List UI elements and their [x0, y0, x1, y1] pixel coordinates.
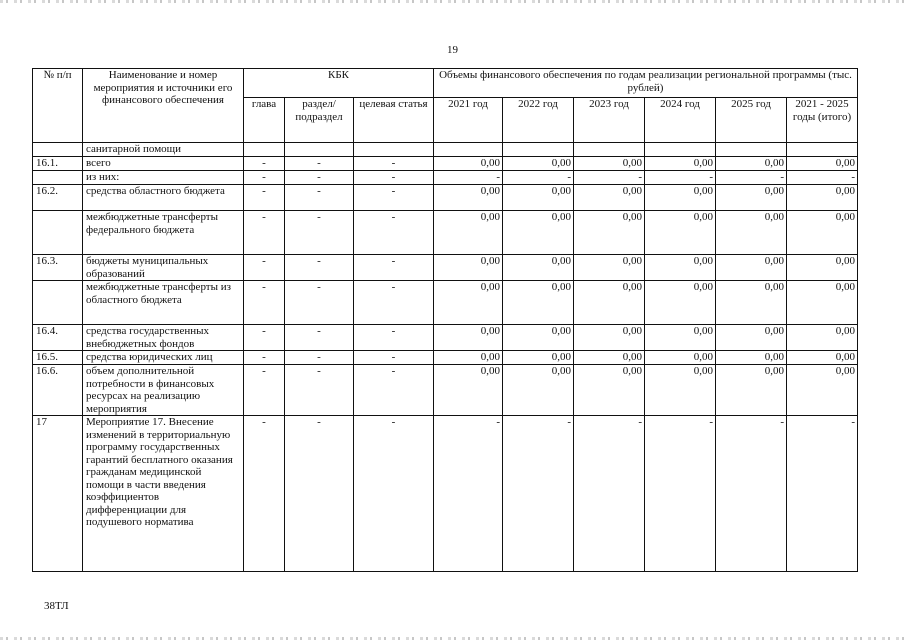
funding-table [32, 68, 858, 572]
value-cell: 0,00 [787, 255, 858, 281]
kbk-razdel-cell: - [285, 365, 354, 416]
header-volumes: Объемы финансового обеспечения по годам реализации региональной программы (тыс. рублей) [434, 69, 858, 98]
header-kbk-razdel: раздел/ подраздел [285, 98, 354, 143]
header-year-2024: 2024 год [645, 98, 716, 143]
row-number: 16.3. [33, 255, 83, 281]
value-cell: 0,00 [787, 157, 858, 171]
value-cell: 0,00 [574, 281, 645, 325]
value-cell: 0,00 [434, 281, 503, 325]
footer-code: 38ТЛ [44, 600, 69, 612]
value-cell: 0,00 [503, 325, 574, 351]
kbk-statya-cell: - [354, 365, 434, 416]
kbk-statya-cell: - [354, 185, 434, 211]
row-number: 17 [33, 416, 83, 572]
value-cell: 0,00 [434, 325, 503, 351]
row-name: межбюджетные трансферты федерального бюджета [83, 211, 244, 255]
kbk-razdel-cell: - [285, 281, 354, 325]
row-name: всего [83, 157, 244, 171]
header-year-total: 2021 - 2025 годы (итого) [787, 98, 858, 143]
continuation-text: санитарной помощи [83, 143, 244, 157]
value-cell: 0,00 [574, 157, 645, 171]
value-cell: - [574, 171, 645, 185]
table-row [33, 157, 858, 171]
value-cell: - [645, 171, 716, 185]
row-name: межбюджетные трансферты из областного бюджета [83, 281, 244, 325]
value-cell: 0,00 [716, 325, 787, 351]
kbk-statya-cell: - [354, 416, 434, 572]
value-cell: - [503, 416, 574, 572]
value-cell: - [503, 171, 574, 185]
row-name: средства юридических лиц [83, 351, 244, 365]
kbk-glava-cell: - [244, 325, 285, 351]
row-number: 16.5. [33, 351, 83, 365]
value-cell: 0,00 [787, 281, 858, 325]
value-cell: 0,00 [434, 365, 503, 416]
value-cell: 0,00 [645, 157, 716, 171]
value-cell: 0,00 [716, 281, 787, 325]
table-row [33, 171, 858, 185]
value-cell: 0,00 [574, 211, 645, 255]
row-name: средства областного бюджета [83, 185, 244, 211]
row-number: 16.1. [33, 157, 83, 171]
kbk-razdel-cell: - [285, 325, 354, 351]
value-cell: - [434, 171, 503, 185]
value-cell: 0,00 [716, 185, 787, 211]
kbk-glava-cell: - [244, 157, 285, 171]
page-number: 19 [447, 44, 458, 56]
kbk-statya-cell: - [354, 211, 434, 255]
value-cell: 0,00 [645, 365, 716, 416]
value-cell: 0,00 [645, 211, 716, 255]
table-row [33, 325, 858, 351]
kbk-glava-cell: - [244, 185, 285, 211]
row-number [33, 281, 83, 325]
value-cell: - [716, 416, 787, 572]
value-cell: 0,00 [716, 211, 787, 255]
row-number [33, 211, 83, 255]
value-cell: 0,00 [503, 351, 574, 365]
value-cell: 0,00 [787, 365, 858, 416]
table-row [33, 365, 858, 416]
kbk-razdel-cell: - [285, 171, 354, 185]
row-name: средства государственных внебюджетных фондов [83, 325, 244, 351]
kbk-glava-cell: - [244, 416, 285, 572]
row-number [33, 171, 83, 185]
value-cell: 0,00 [503, 185, 574, 211]
kbk-glava-cell: - [244, 171, 285, 185]
table-row [33, 351, 858, 365]
header-kbk: КБК [244, 69, 434, 98]
kbk-statya-cell: - [354, 255, 434, 281]
row-number: 16.4. [33, 325, 83, 351]
value-cell: 0,00 [503, 281, 574, 325]
header-kbk-glava: глава [244, 98, 285, 143]
value-cell: 0,00 [716, 157, 787, 171]
kbk-statya-cell: - [354, 351, 434, 365]
value-cell: - [787, 171, 858, 185]
table-row [33, 416, 858, 572]
table-row [33, 185, 858, 211]
value-cell: 0,00 [787, 351, 858, 365]
header-year-2023: 2023 год [574, 98, 645, 143]
value-cell: 0,00 [645, 281, 716, 325]
value-cell: 0,00 [434, 351, 503, 365]
kbk-razdel-cell: - [285, 157, 354, 171]
value-cell: 0,00 [574, 325, 645, 351]
value-cell: 0,00 [574, 351, 645, 365]
kbk-glava-cell: - [244, 255, 285, 281]
row-number: 16.2. [33, 185, 83, 211]
value-cell: 0,00 [716, 351, 787, 365]
value-cell: 0,00 [503, 211, 574, 255]
table-row [33, 211, 858, 255]
value-cell: 0,00 [787, 325, 858, 351]
row-name: из них: [83, 171, 244, 185]
value-cell: - [645, 416, 716, 572]
header-num: № п/п [33, 69, 83, 143]
value-cell: 0,00 [434, 185, 503, 211]
kbk-glava-cell: - [244, 281, 285, 325]
kbk-glava-cell: - [244, 365, 285, 416]
header-kbk-statya: целевая статья [354, 98, 434, 143]
row-name: бюджеты муниципальных образований [83, 255, 244, 281]
value-cell: 0,00 [503, 157, 574, 171]
value-cell: 0,00 [716, 365, 787, 416]
value-cell: 0,00 [574, 185, 645, 211]
table-row [33, 281, 858, 325]
continuation-row [33, 143, 858, 157]
value-cell: 0,00 [503, 255, 574, 281]
value-cell: 0,00 [574, 255, 645, 281]
header-name: Наименование и номер мероприятия и источники его финансового обеспечения [83, 69, 244, 143]
value-cell: 0,00 [645, 325, 716, 351]
value-cell: - [787, 416, 858, 572]
kbk-razdel-cell: - [285, 255, 354, 281]
kbk-statya-cell: - [354, 171, 434, 185]
row-name: объем дополнительной потребности в финансовых ресурсах на реализацию мероприятия [83, 365, 244, 416]
kbk-razdel-cell: - [285, 416, 354, 572]
value-cell: 0,00 [787, 185, 858, 211]
kbk-glava-cell: - [244, 351, 285, 365]
row-number: 16.6. [33, 365, 83, 416]
kbk-statya-cell: - [354, 157, 434, 171]
kbk-statya-cell: - [354, 325, 434, 351]
value-cell: 0,00 [434, 255, 503, 281]
value-cell: 0,00 [645, 185, 716, 211]
value-cell: 0,00 [434, 211, 503, 255]
value-cell: 0,00 [574, 365, 645, 416]
kbk-razdel-cell: - [285, 351, 354, 365]
header-year-2025: 2025 год [716, 98, 787, 143]
kbk-statya-cell: - [354, 281, 434, 325]
kbk-razdel-cell: - [285, 211, 354, 255]
value-cell: 0,00 [434, 157, 503, 171]
value-cell: 0,00 [503, 365, 574, 416]
row-name: Мероприятие 17. Внесение изменений в территориальную программу государственных гарантий бесплатного оказания гражданам медицинской помощи в части введения коэффициентов дифференциации для подушевого норматива [83, 416, 244, 572]
header-year-2021: 2021 год [434, 98, 503, 143]
value-cell: 0,00 [787, 211, 858, 255]
kbk-razdel-cell: - [285, 185, 354, 211]
header-year-2022: 2022 год [503, 98, 574, 143]
kbk-glava-cell: - [244, 211, 285, 255]
value-cell: 0,00 [716, 255, 787, 281]
value-cell: - [574, 416, 645, 572]
value-cell: 0,00 [645, 255, 716, 281]
value-cell: - [434, 416, 503, 572]
value-cell: - [716, 171, 787, 185]
scan-edge-top [0, 0, 905, 3]
value-cell: 0,00 [645, 351, 716, 365]
table-row [33, 255, 858, 281]
